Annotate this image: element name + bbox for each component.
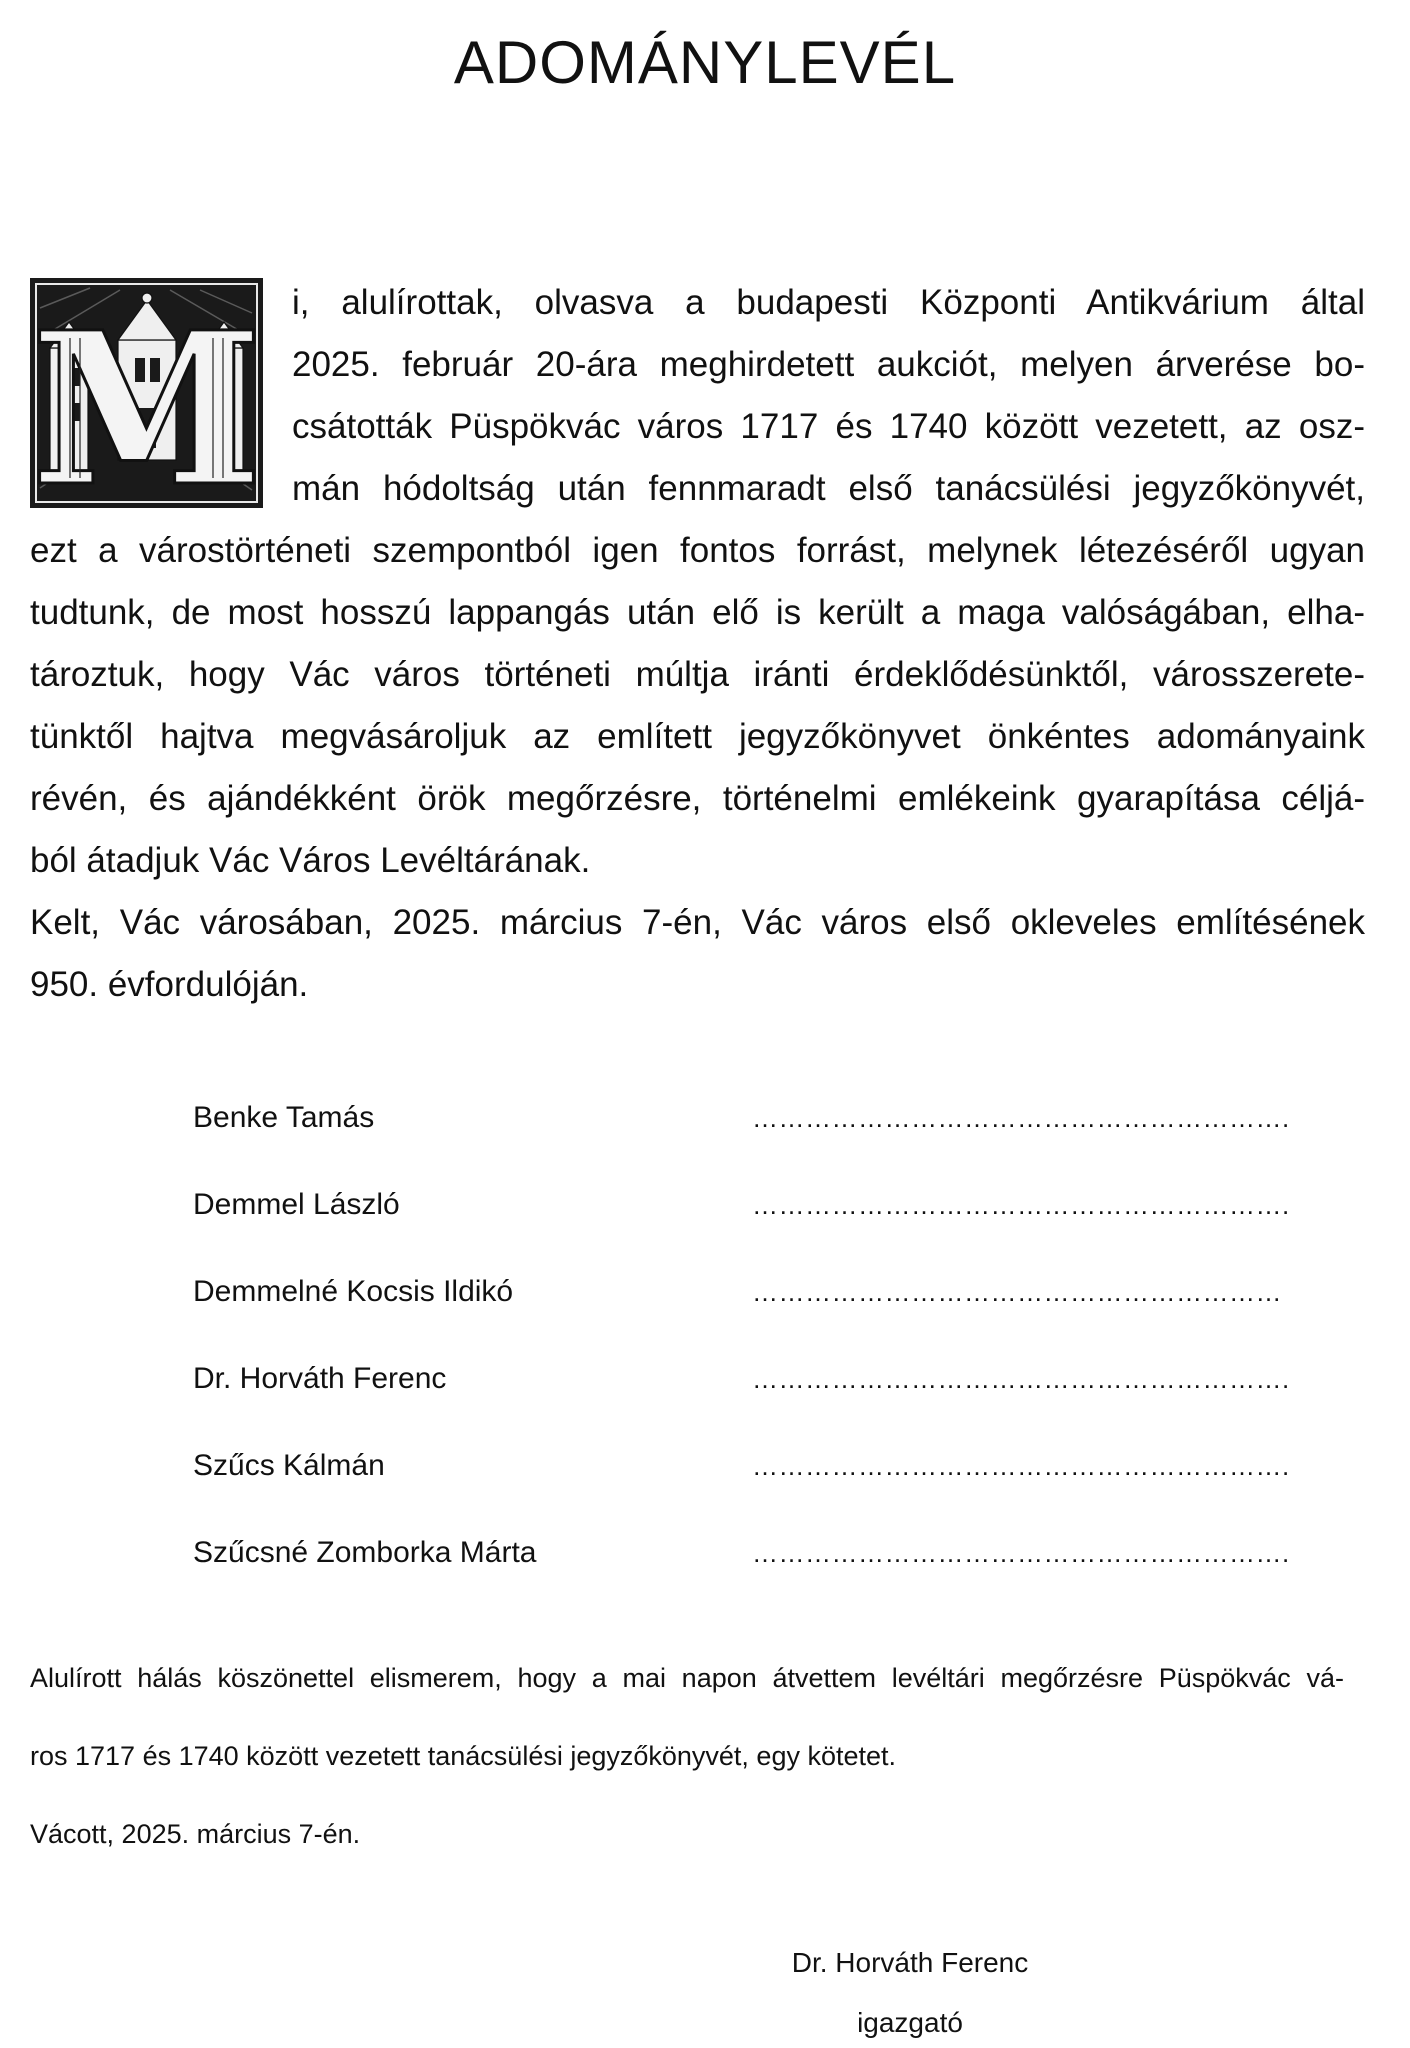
receipt-date: Vácott, 2025. március 7-én.	[30, 1819, 361, 1849]
signature-line: …………………………………………………….	[752, 1190, 1290, 1220]
signatory-name: Benke Tamás	[193, 1101, 375, 1134]
paragraph-line: mán hódoltság után fennmaradt első tanácsülési jegyzőkönyvét,	[292, 469, 1365, 508]
paragraph-line: csátották Püspökvác város 1717 és 1740 között vezetett, az osz-	[292, 407, 1365, 446]
signature-line: …………………………………………………….	[752, 1103, 1290, 1133]
paragraph-line: ezt a várostörténeti szempontból igen fontos forrást, melynek létezéséről ugyan	[30, 531, 1365, 570]
receipt-signer-name: Dr. Horváth Ferenc	[791, 1947, 1029, 1978]
document-title: ADOMÁNYLEVÉL	[453, 29, 957, 96]
signatory-name: Szűcs Kálmán	[193, 1449, 385, 1482]
paragraph-line: i, alulírottak, olvasva a budapesti Központi Antikvárium által	[292, 283, 1365, 322]
signature-line: ……………………………………………………	[752, 1277, 1282, 1307]
signatory-name: Szűcsné Zomborka Márta	[193, 1536, 537, 1569]
paragraph-line: révén, és ajándékként örök megőrzésre, történelmi emlékeink gyarapítása céljá-	[30, 779, 1365, 818]
paragraph-line: ból átadjuk Vác Város Levéltárának.	[30, 841, 591, 880]
svg-text:M: M	[30, 286, 264, 533]
paragraph-line: 2025. február 20-ára meghirdetett aukciót, melyen árverése bo-	[292, 345, 1365, 384]
signature-line: …………………………………………………….	[752, 1364, 1290, 1394]
date-line: Kelt, Vác városában, 2025. március 7-én, Vác város első okleveles említésének	[30, 903, 1365, 942]
paragraph-line: tároztuk, hogy Vác város történeti múltja iránti érdeklődésünktől, városszerete-	[30, 655, 1365, 694]
signature-line: …………………………………………………….	[752, 1451, 1290, 1481]
decorated-initial-m-icon	[30, 278, 264, 533]
signature-line: …………………………………………………….	[752, 1538, 1290, 1568]
signatory-name: Dr. Horváth Ferenc	[193, 1362, 447, 1395]
paragraph-line: tünktől hajtva megvásároljuk az említett jegyzőkönyvet önkéntes adományaink	[30, 717, 1365, 756]
receipt-text-line: Alulírott hálás köszönettel elismerem, hogy a mai napon átvettem levéltári megőrzésre Püspökvác vá-	[30, 1663, 1344, 1693]
date-line: 950. évfordulóján.	[30, 965, 309, 1004]
paragraph-line: tudtunk, de most hosszú lappangás után elő is került a maga valóságában, elha-	[30, 593, 1365, 632]
signatory-name: Demmel László	[193, 1188, 400, 1221]
receipt-signer-title: igazgató	[857, 2007, 963, 2038]
signatory-name: Demmelné Kocsis Ildikó	[193, 1275, 514, 1308]
receipt-text-line: ros 1717 és 1740 között vezetett tanácsülési jegyzőkönyvét, egy kötetet.	[30, 1741, 897, 1771]
